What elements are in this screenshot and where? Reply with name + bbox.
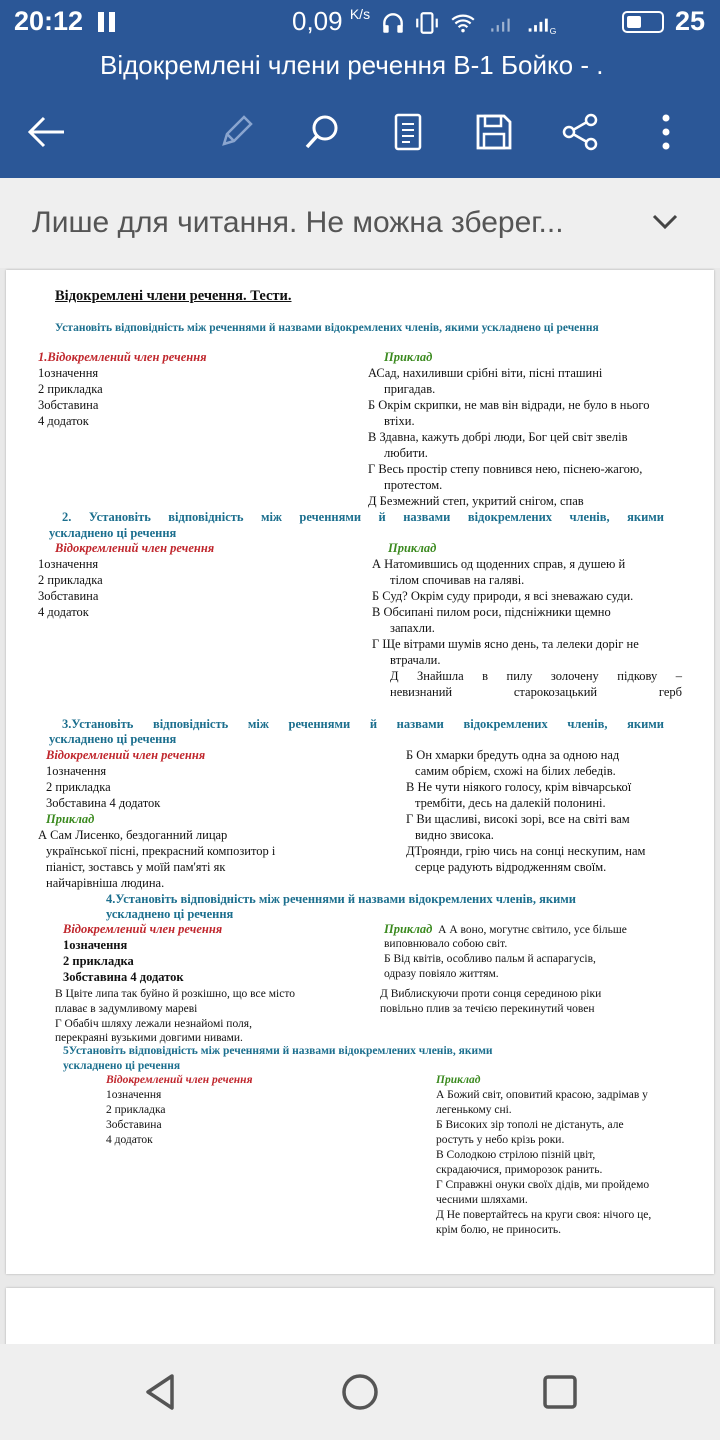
document-title: Відокремлені члени речення В-1 Бойко - . [100, 50, 604, 80]
doc-title: Відокремлені члени речення. Тести. [55, 288, 292, 304]
q4-right-line: повільно плив за течією перекинутий човен [380, 1003, 595, 1015]
q2-col-left: Відокремлений член речення [55, 541, 215, 555]
app-bar [0, 46, 720, 178]
q1-opt: 4 додаток [38, 414, 89, 428]
q2-opt: 1означення [38, 557, 99, 571]
q4-line: одразу повіяло життям. [384, 968, 499, 980]
q4-opt: 2 прикладка [63, 954, 134, 968]
edit-pencil-icon[interactable] [208, 104, 264, 160]
q1-line: Д Безмежний степ, укритий снігом, спав [368, 494, 584, 508]
q3-line: ДТроянди, грію чись на сонці нескупим, нам [406, 844, 646, 858]
document-page [6, 270, 714, 1274]
more-options-icon[interactable] [638, 104, 694, 160]
q5-line: крім болю, не приносить. [436, 1224, 562, 1236]
status-time: 20:12 [14, 6, 84, 36]
q1-line: В Здавна, кажуть добрі люди, Бог цей світ звелів [368, 430, 628, 444]
signal-strong-icon [524, 10, 560, 36]
q3-heading: 3.Установіть відповідність між реченнями й назвами відокремлених членів, якими [62, 717, 664, 731]
q3-line: трембіти, десь на далекій полонині. [415, 796, 606, 810]
q5-opt: 1означення [106, 1089, 162, 1101]
svg-text:G: G [549, 25, 557, 36]
q4-heading-cont: ускладнено ці речення [106, 907, 234, 921]
q1-col-right: Приклад [384, 350, 433, 364]
q5-heading-cont: ускладнено ці речення [63, 1060, 181, 1072]
q4-left-line: В Цвіте липа так буйно й розкішно, що все місто [55, 988, 295, 1000]
q2-line: запахли. [390, 621, 435, 635]
wifi-icon [448, 10, 478, 36]
q3-line: самим обрієм, схожі на білих лебедів. [415, 764, 616, 778]
q5-line: скрадаючися, приморозок ранить. [436, 1164, 603, 1176]
q3-opt: 3обставина 4 додаток [46, 796, 161, 810]
q4-heading: 4.Установіть відповідність між реченнями й назвами відокремлених членів, якими [106, 892, 577, 906]
q3-opt: 1означення [46, 764, 107, 778]
q1-opt: 1означення [38, 366, 99, 380]
q2-opt: 3обставина [38, 589, 99, 603]
navigation-bar [0, 1344, 720, 1440]
q3-col-left: Відокремлений член речення [46, 748, 206, 762]
q5-col-right: Приклад [436, 1074, 481, 1086]
q4-example-row: Приклад А А воно, могутнє світило, усе більше [384, 922, 627, 936]
q2-col-right: Приклад [388, 541, 437, 555]
q2-line: В Обсипані пилом роси, підсніжники щемно [372, 605, 611, 619]
q4-left-line: Г Обабіч шляху лежали незнайомі поля, [55, 1018, 252, 1030]
q5-heading: 5Установіть відповідність між реченнями й назвами відокремлених членів, якими [63, 1045, 493, 1057]
pause-icon [98, 12, 116, 32]
q4-line: Б Від квітів, особливо пальм й аспарагусів, [384, 953, 596, 965]
q1-line: Б Окрім скрипки, не мав він відради, не було в нього [368, 398, 650, 412]
signal-weak-icon [486, 10, 516, 36]
q5-line: Д Не повертайтесь на круги своя: нічого це, [436, 1209, 652, 1221]
nav-back-icon[interactable] [136, 1368, 184, 1416]
q2-heading: 2. Установіть відповідність між реченнями й назвами відокремлених членів, якими [62, 510, 664, 524]
q2-line: Д Знайшла в пилу золочену підкову – [390, 669, 682, 683]
q3-line: видно звисока. [415, 828, 494, 842]
nav-recents-icon[interactable] [536, 1368, 584, 1416]
network-speed: 0,09 $^{K/s}$ [292, 6, 371, 36]
q4-left-line: перекраяні вузькими довгими нивами. [55, 1032, 243, 1044]
q5-line: чесними шляхами. [436, 1194, 528, 1206]
read-only-banner[interactable] [0, 178, 720, 268]
q5-line: Г Справжні онуки своїх дідів, ми пройдемо [436, 1179, 650, 1191]
q1-col-left: 1.Відокремлений член речення [38, 350, 207, 364]
q3-left-line: піаніст, зоставсь у моїй пам'яті як [46, 860, 226, 874]
q4-opt: 3обставина 4 додаток [63, 970, 184, 984]
q3-line: Б Он хмарки бредуть одна за одною над [406, 748, 620, 762]
q2-line: Г Ще вітрами шумів ясно день, та лелеки доріг не [372, 637, 639, 651]
q3-line: В Не чути ніякого голосу, крім вівчарської [406, 780, 632, 794]
q4-left-line: плаває в задумливому мареві [55, 1003, 198, 1015]
battery-level: 25 [675, 6, 706, 36]
q2-line: А Натомившись од щоденних справ, я душею й [372, 557, 626, 571]
q4-opt: 1означення [63, 938, 128, 952]
q3-line: Г Ви щасливі, високі зорі, все на світі вам [406, 812, 630, 826]
q2-opt: 2 прикладка [38, 573, 103, 587]
q1-line: любити. [384, 446, 428, 460]
q1-line: АСад, нахиливши срібні віти, пісні пташині [368, 366, 603, 380]
share-icon[interactable] [552, 104, 608, 160]
q4-col-left: Відокремлений член речення [63, 922, 223, 936]
q3-left-line: української пісні, прекрасний композитор і [46, 844, 276, 858]
q1-line: Г Весь простір степу повнився нею, піснею-жагою, [368, 462, 643, 476]
q2-opt: 4 додаток [38, 605, 89, 619]
q4-right-line: Д Виблискуючи проти сонця серединою ріки [380, 988, 602, 1000]
doc-intro: Установіть відповідність між реченнями й назвами відокремлених членів, якими ускладнено ці речення [55, 322, 599, 334]
q2-line: невизнаний старокозацький герб [390, 685, 682, 699]
q5-line: легенькому сні. [436, 1104, 512, 1116]
q3-line: серце радують відродженням своїм. [415, 860, 607, 874]
q5-line: ростуть у небо крізь роки. [436, 1134, 565, 1146]
q1-opt: 3обставина [38, 398, 99, 412]
q3-left-line: А Сам Лисенко, бездоганний лицар [38, 828, 228, 842]
q1-opt: 2 прикладка [38, 382, 103, 396]
q2-line: Б Суд? Окрім суду природи, я всі зневажаю суди. [372, 589, 634, 603]
q5-line: Б Високих зір тополі не дістануть, але [436, 1119, 624, 1131]
q5-col-left: Відокремлений член речення [106, 1074, 253, 1086]
search-icon[interactable] [294, 104, 350, 160]
chevron-down-icon[interactable] [648, 212, 682, 232]
q2-heading-cont: ускладнено ці речення [49, 526, 177, 540]
headphones-icon [380, 10, 406, 36]
read-only-text: Лише для читання. Не можна зберег... [32, 206, 564, 239]
q1-line: втіхи. [384, 414, 415, 428]
status-bar [0, 0, 720, 46]
q5-opt: 2 прикладка [106, 1104, 166, 1116]
vibrate-icon [414, 10, 440, 36]
q3-heading-cont: ускладнено ці речення [49, 732, 177, 746]
q2-line: втрачали. [390, 653, 441, 667]
q1-line: пригадав. [384, 382, 436, 396]
q3-opt: 2 прикладка [46, 780, 111, 794]
nav-home-icon[interactable] [336, 1368, 384, 1416]
q5-opt: 3обставина [106, 1119, 162, 1131]
q2-line: тілом спочивав на галяві. [390, 573, 525, 587]
q5-line: А Божий світ, оповитий красою, задрімав у [436, 1089, 648, 1101]
q1-line: протестом. [384, 478, 443, 492]
q3-left-line: найчарівніша людина. [46, 876, 165, 890]
status-icons [380, 7, 560, 39]
q5-opt: 4 додаток [106, 1134, 153, 1146]
reading-view-icon[interactable] [380, 104, 436, 160]
battery-icon [622, 11, 664, 33]
back-arrow-icon[interactable] [18, 104, 74, 160]
q3-col-right: Приклад [46, 812, 95, 826]
q4-line: виповнювало собою світ. [384, 938, 508, 950]
q5-line: В Солодкою стрілою пізній цвіт, [436, 1149, 596, 1161]
save-icon[interactable] [466, 104, 522, 160]
